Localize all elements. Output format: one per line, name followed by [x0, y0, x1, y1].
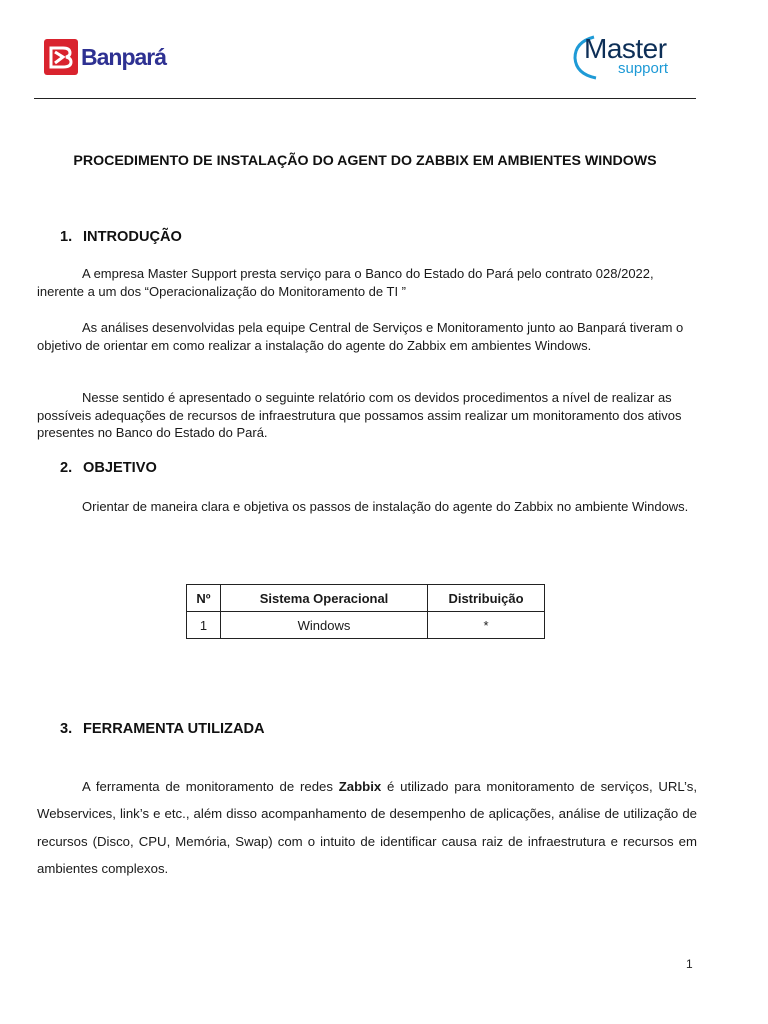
zabbix-bold-text: Zabbix: [338, 779, 382, 794]
section-title: INTRODUÇÃO: [83, 229, 182, 245]
section-title: OBJETIVO: [83, 460, 157, 476]
paragraph-text: é utilizado para monitoramento de serviços, URL’s, Webservices, link’s e etc., além disso acompanhamento de desempenho de aplicações, análise de utilização de recursos (Disco, CPU, Memória, Swap) com o intuito de identificar causa raiz de infraestrutura e recursos em ambientes complexos.: [37, 779, 697, 877]
os-table: [186, 584, 545, 639]
paragraph: Nesse sentido é apresentado o seguinte relatório com os devidos procedimentos a nível de realizar as possíveis adequações de recursos de infraestrutura que possamos assim realizar um monitoramento dos ativos presentes no Banco do Estado do Pará.: [37, 390, 682, 440]
banpara-logo: [44, 38, 166, 76]
section-number: 3.: [60, 721, 73, 737]
paragraph: [37, 773, 697, 883]
table-header-cell: Distribuição: [428, 585, 545, 612]
section-number: 2.: [60, 460, 73, 476]
master-support-logo: [572, 32, 692, 80]
header-divider: [34, 98, 696, 99]
banpara-logo-icon: [44, 39, 78, 75]
master-logo-text: Master: [584, 33, 667, 64]
banpara-logo-text: Banpará: [81, 43, 167, 70]
table-cell: *: [428, 612, 545, 639]
document-title: PROCEDIMENTO DE INSTALAÇÃO DO AGENT DO ZABBIX EM AMBIENTES WINDOWS: [73, 153, 657, 169]
page-number: 1: [686, 957, 693, 971]
section-heading-introducao: [60, 229, 182, 245]
paragraph: As análises desenvolvidas pela equipe Central de Serviços e Monitoramento junto ao Banpará tiveram o objetivo de orientar em como realizar a instalação do agente do Zabbix em ambientes Windows.: [37, 320, 684, 353]
paragraph: Orientar de maneira clara e objetiva os passos de instalação do agente do Zabbix no ambiente Windows.: [82, 499, 689, 514]
paragraph-text: A ferramenta de monitoramento de redes: [82, 779, 339, 794]
table-row: [187, 612, 545, 639]
paragraph: A empresa Master Support presta serviço para o Banco do Estado do Pará pelo contrato 028/2022, inerente a um dos “Operacionalização do Monitoramento de TI ”: [37, 266, 654, 299]
section-title: FERRAMENTA UTILIZADA: [83, 721, 265, 737]
section-heading-ferramenta: [60, 721, 265, 737]
table-cell: Windows: [221, 612, 428, 639]
section-heading-objetivo: [60, 460, 157, 476]
table-header-row: [187, 585, 545, 612]
support-logo-text: support: [618, 60, 669, 77]
table-header-cell: Sistema Operacional: [221, 585, 428, 612]
table-header-cell: Nº: [187, 585, 221, 612]
table-cell: 1: [187, 612, 221, 639]
section-number: 1.: [60, 229, 73, 245]
